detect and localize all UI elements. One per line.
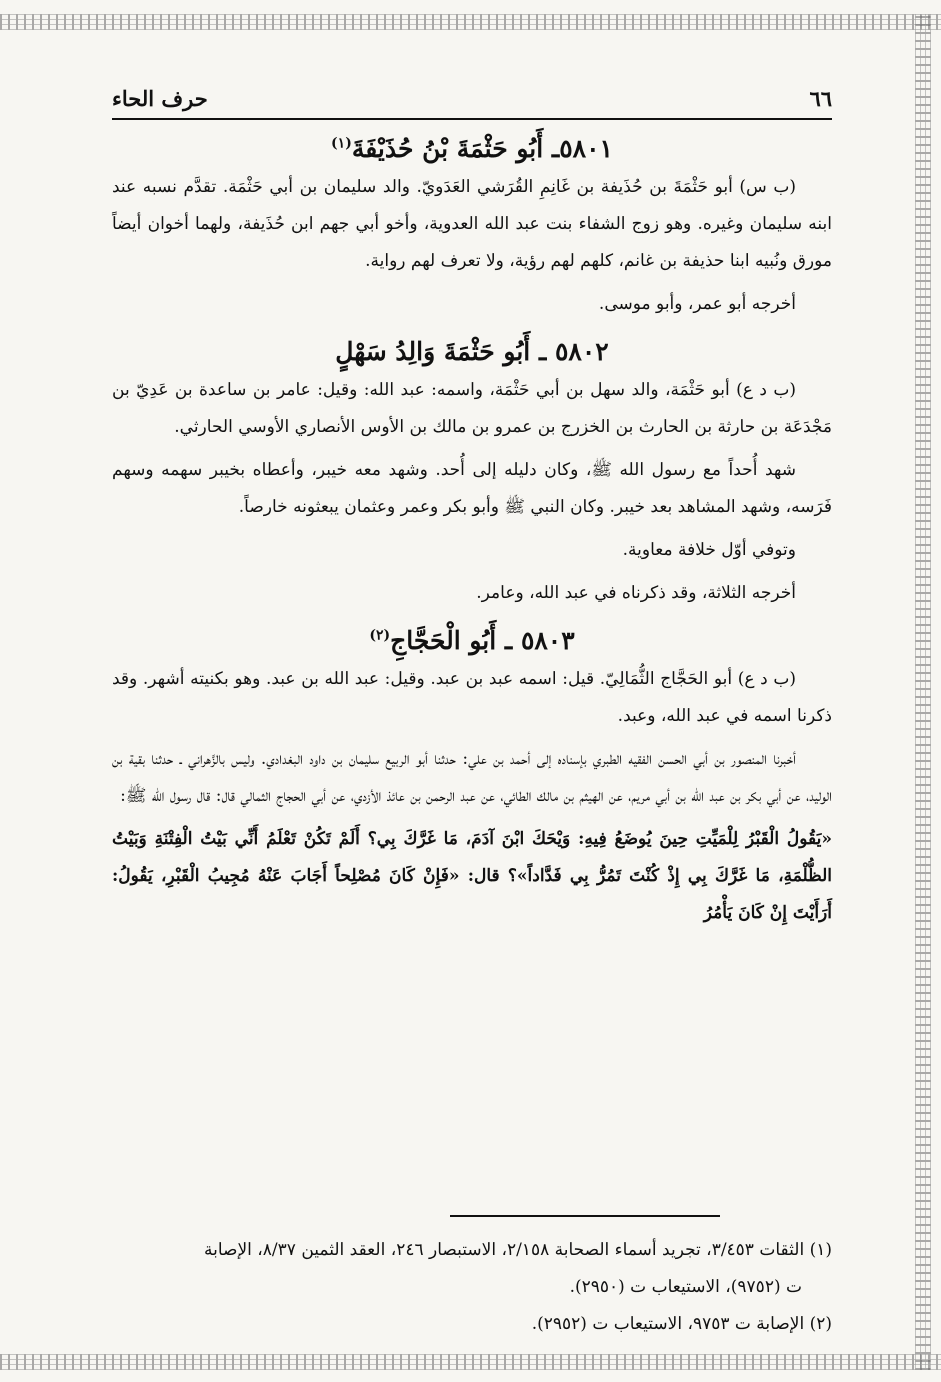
entry-paragraph: أخرجه الثلاثة، وقد ذكرناه في عبد الله، وعامر. — [476, 583, 796, 603]
entry-paragraph: أخرجه أبو عمر، وأبو موسى. — [598, 294, 796, 314]
page-number: ٦٦ — [809, 86, 832, 111]
footnotes — [112, 1232, 832, 1343]
footnote-separator — [450, 1215, 720, 1217]
footnote-line: (١) الثقات ٣/٤٥٣، تجريد أسماء الصحابة ٢/١٥٨، الاستبصار ٢٤٦، العقد الثمين ٨/٣٧، الإصابة — [204, 1240, 832, 1260]
entry-paragraph: (ب د ع) أبو حَثْمَة، والد سهل بن أبي حَثْمَة، واسمه: عبد الله: وقيل: عامر بن ساعدة بن عَدِيّ بن مَجْدَعَة بن حارثة بن الحارث بن الخزرج بن عمرو بن مالك بن الأوس الأنصاري الأوسي الحارثي. — [112, 380, 832, 437]
decorative-border-top — [0, 14, 941, 30]
running-title: حرف الحاء — [112, 86, 208, 111]
entry-title-text: ٥٨٠٣ ـ أَبُو الْحَجَّاجِ — [390, 626, 575, 655]
footnote-line: (٢) الإصابة ت ٩٧٥٣، الاستيعاب ت (٢٩٥٢). — [531, 1314, 832, 1334]
entry-paragraph: (ب س) أبو حَثْمَةَ بن حُذَيفة بن غَانِمِ القُرَشي العَدَويّ. والد سليمان بن أبي حَثْمَة. تقدَّم نسبه عند ابنه سليمان وغيره. وهو زوج الشفاء بنت عبد الله العدوية، وأخو أبي جهم ابن حُذَيفة، ولهما أخوان أيضاً مورق ونُبيه ابنا حذيفة بن غانم، كلهم لهم رؤية، ولا تعرف لهم رواية. — [112, 177, 832, 271]
entry-title-text: ٥٨٠١ـ أَبُو حَثْمَةَ بْنُ حُذَيْفَةَ — [351, 134, 613, 163]
footnote-ref: (٢) — [369, 627, 391, 644]
hadith-text: «يَقُولُ الْقَبْرُ لِلْمَيِّتِ حِينَ يُوضَعُ فِيهِ: وَيْحَكَ ابْنَ آدَمَ، مَا غَرَّكَ بِي؟ أَلَمْ تَكُنْ تَعْلَمُ أَنِّي بَيْتُ الْفِتْنَةِ وَبَيْتُ الظُّلْمَةِ، مَا غَرَّكَ بِي إِذْ كُنْتَ تَمُرُّ بِي فَدَّاداً»؟ قال: «فَإِنْ كَانَ مُصْلِحاً أَجَابَ عَنْهُ مُجِيبُ الْقَبْرِ، يَقُولُ: أَرَأَيْتَ إِنْ كَانَ يَأْمُرُ — [112, 829, 832, 923]
entry-title-5802 — [112, 337, 832, 366]
page-header — [112, 84, 832, 120]
entry-paragraph: (ب د ع) أبو الحَجَّاج الثُّمَالِيّ. قيل: اسمه عبد بن عبد. وقيل: عبد الله بن عبد. وهو بكنيته أشهر. وقد ذكرنا اسمه في عبد الله، وعبد. — [112, 669, 832, 726]
footnote-ref: (١) — [331, 135, 352, 152]
decorative-border-right — [915, 14, 931, 1370]
entry-paragraph: وتوفي أوّل خلافة معاوية. — [622, 540, 796, 560]
entry-title-5803 — [112, 626, 832, 655]
entry-title-5801 — [112, 134, 832, 163]
footnote-line: ت (٩٧٥٢)، الاستيعاب ت (٢٩٥٠). — [569, 1277, 802, 1297]
entry-paragraph: أخبرنا المنصور بن أبي الحسن الفقيه الطبري بإسناده إلى أحمد بن علي: حدثنا أبو الربيع سليمان بن داود البغدادي. وليس بالزَّهراني ـ حدثنا بقية بن الوليد، عن أبي بكر بن عبد الله بن أبي مريم، عن الهيثم بن مالك الطائي، عن عبد الرحمن بن عائذ الأزدي، عن أبي الحجاج الثمالي قال: قال رسول الله ﷺ: — [112, 749, 832, 806]
decorative-border-bottom — [0, 1354, 941, 1370]
page-body — [112, 84, 832, 938]
entry-paragraph: شهد أُحداً مع رسول الله ﷺ، وكان دليله إلى أُحد. وشهد معه خيبر، وأعطاه بخيبر سهمه وسهم فَرَسه، وشهد المشاهد بعد خيبر. وكان النبي ﷺ وأبو بكر وعمر وعثمان يبعثونه خارصاً. — [112, 460, 832, 517]
entry-title-text: ٥٨٠٢ ـ أَبُو حَثْمَةَ وَالِدُ سَهْلٍ — [335, 337, 609, 366]
